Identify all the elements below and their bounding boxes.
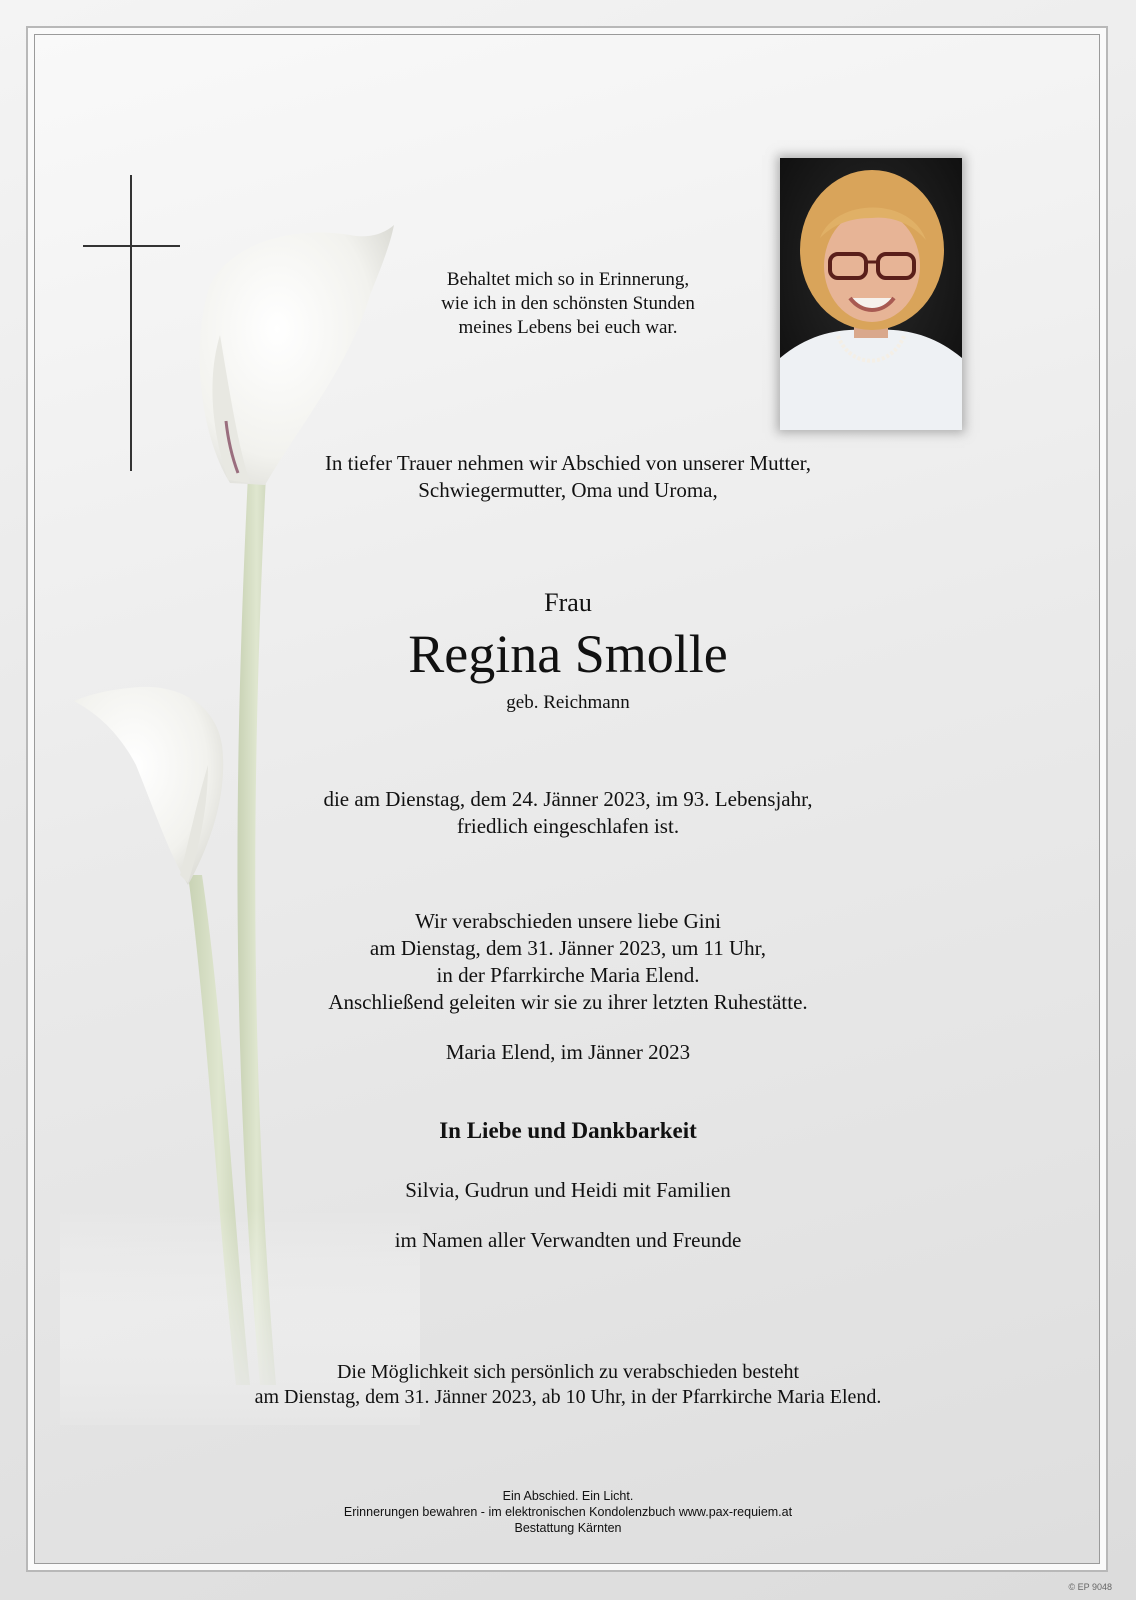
funeral-line: in der Pfarrkirche Maria Elend. (436, 963, 700, 987)
quote-line: wie ich in den schönsten Stunden (441, 293, 695, 314)
thanks-heading: In Liebe und Dankbarkeit (439, 1118, 697, 1143)
death-line: friedlich eingeschlafen ist. (456, 814, 680, 838)
funeral-line: am Dienstag, dem 31. Jänner 2023, um 11 Uhr, (369, 936, 767, 960)
footer-line: Erinnerungen bewahren - im elektronischen Kondolenzbuch www.pax-requiem.at (343, 1505, 793, 1519)
death-line: die am Dienstag, dem 24. Jänner 2023, im 93. Lebensjahr, (323, 787, 813, 811)
quote-line: Behaltet mich so in Erinnerung, (446, 269, 690, 290)
deceased-name: Regina Smolle (408, 624, 728, 684)
place-date: Maria Elend, im Jänner 2023 (445, 1040, 691, 1064)
funeral-info (0, 908, 1136, 1016)
relatives-note: im Namen aller Verwandten und Freunde (394, 1228, 742, 1252)
footer-line: Bestattung Kärnten (514, 1521, 622, 1535)
farewell-info (0, 1360, 1136, 1410)
farewell-line: Die Möglichkeit sich persönlich zu verabschieden besteht (336, 1361, 800, 1383)
quote-line: meines Lebens bei euch war. (458, 317, 678, 338)
intro-line: In tiefer Trauer nehmen wir Abschied von unserer Mutter, (324, 451, 812, 475)
funeral-line: Wir verabschieden unsere liebe Gini (415, 909, 721, 933)
family-names: Silvia, Gudrun und Heidi mit Familien (405, 1178, 731, 1202)
farewell-line: am Dienstag, dem 31. Jänner 2023, ab 10 Uhr, in der Pfarrkirche Maria Elend. (254, 1386, 882, 1408)
death-notice (0, 786, 1136, 840)
memorial-quote (0, 268, 1136, 340)
birth-name: geb. Reichmann (506, 692, 630, 713)
intro-text (0, 450, 1136, 504)
footer (0, 1488, 1136, 1536)
funeral-line: Anschließend geleiten wir sie zu ihrer letzten Ruhestätte. (328, 990, 808, 1014)
footer-line: Ein Abschied. Ein Licht. (502, 1489, 634, 1503)
intro-line: Schwiegermutter, Oma und Uroma, (418, 478, 718, 502)
salutation: Frau (544, 588, 592, 617)
copyright-mark: © EP 9048 (1068, 1582, 1112, 1592)
